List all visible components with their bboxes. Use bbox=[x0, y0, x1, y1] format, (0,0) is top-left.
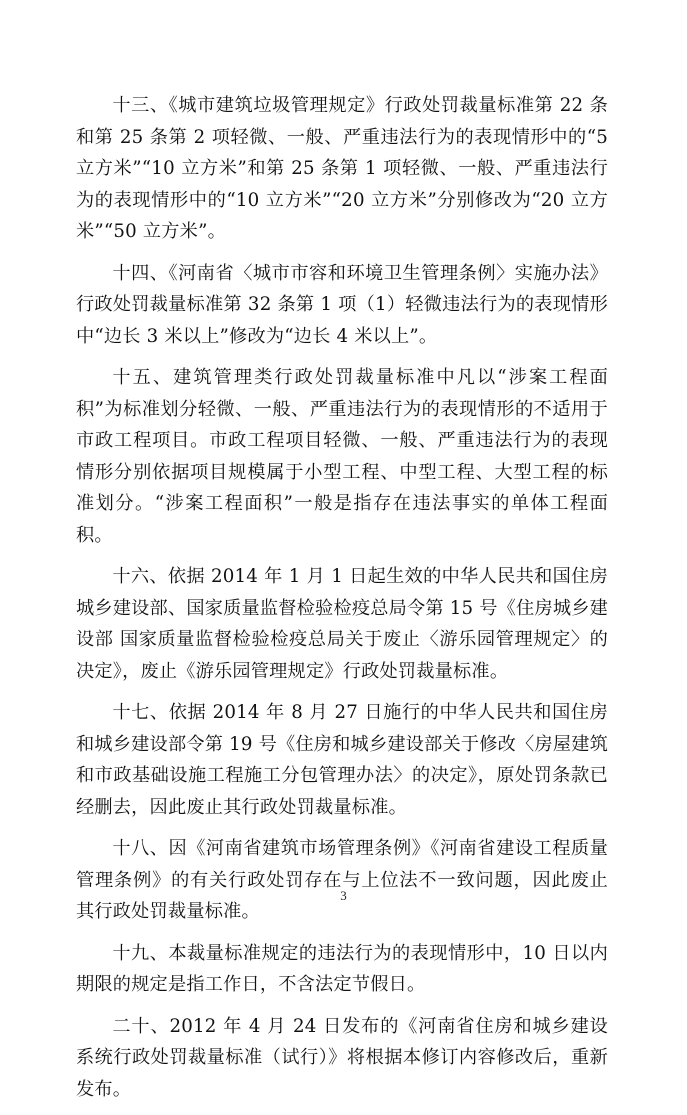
paragraph-13: 十三、《城市建筑垃圾管理规定》行政处罚裁量标准第 22 条和第 25 条第 2 项轻微、一般、严重违法行为的表现情形中的“5 立方米”“10 立方米”和第 25 条第 1 项轻微、一般、严重违法行为的表现情形中的“10 立方米”“20 立方米”分别修改为“20 立方米”“50 立方米”。 bbox=[76, 95, 608, 242]
paragraph-16: 十六、依据 2014 年 1 月 1 日起生效的中华人民共和国住房城乡建设部、国家质量监督检验检疫总局令第 15 号《住房城乡建设部 国家质量监督检验检疫总局关于废止〈游乐园管理规定〉的决定》，废止《游乐园管理规定》行政处罚裁量标准。 bbox=[76, 566, 608, 682]
document-body bbox=[76, 90, 608, 1115]
paragraph-19: 十九、本裁量标准规定的违法行为的表现情形中，10 日以内期限的规定是指工作日，不含法定节假日。 bbox=[76, 942, 608, 995]
paragraph-18: 十八、因《河南省建筑市场管理条例》《河南省建设工程质量管理条例》的有关行政处罚存在与上位法不一致问题，因此废止其行政处罚裁量标准。 bbox=[76, 838, 608, 922]
page-number: 3 bbox=[340, 888, 347, 903]
paragraph-15: 十五、建筑管理类行政处罚裁量标准中凡以“涉案工程面积”为标准划分轻微、一般、严重违法行为的表现情形的不适用于市政工程项目。市政工程项目轻微、一般、严重违法行为的表现情形分别依据项目规模属于小型工程、中型工程、大型工程的标准划分。“涉案工程面积”一般是指存在违法事实的单体工程面积。 bbox=[76, 367, 608, 546]
paragraph-20: 二十、2012 年 4 月 24 日发布的《河南省住房和城乡建设系统行政处罚裁量标准（试行）》将根据本修订内容修改后，重新发布。 bbox=[76, 1015, 608, 1100]
paragraph-17: 十七、依据 2014 年 8 月 27 日施行的中华人民共和国住房和城乡建设部令第 19 号《住房和城乡建设部关于修改〈房屋建筑和市政基础设施工程施工分包管理办法〉的决定》，原处罚条款已经删去，因此废止其行政处罚裁量标准。 bbox=[76, 702, 608, 818]
paragraph-14: 十四、《河南省〈城市市容和环境卫生管理条例〉实施办法》行政处罚裁量标准第 32 条第 1 项（1）轻微违法行为的表现情形中“边长 3 米以上”修改为“边长 4 米以上”。 bbox=[76, 262, 608, 347]
